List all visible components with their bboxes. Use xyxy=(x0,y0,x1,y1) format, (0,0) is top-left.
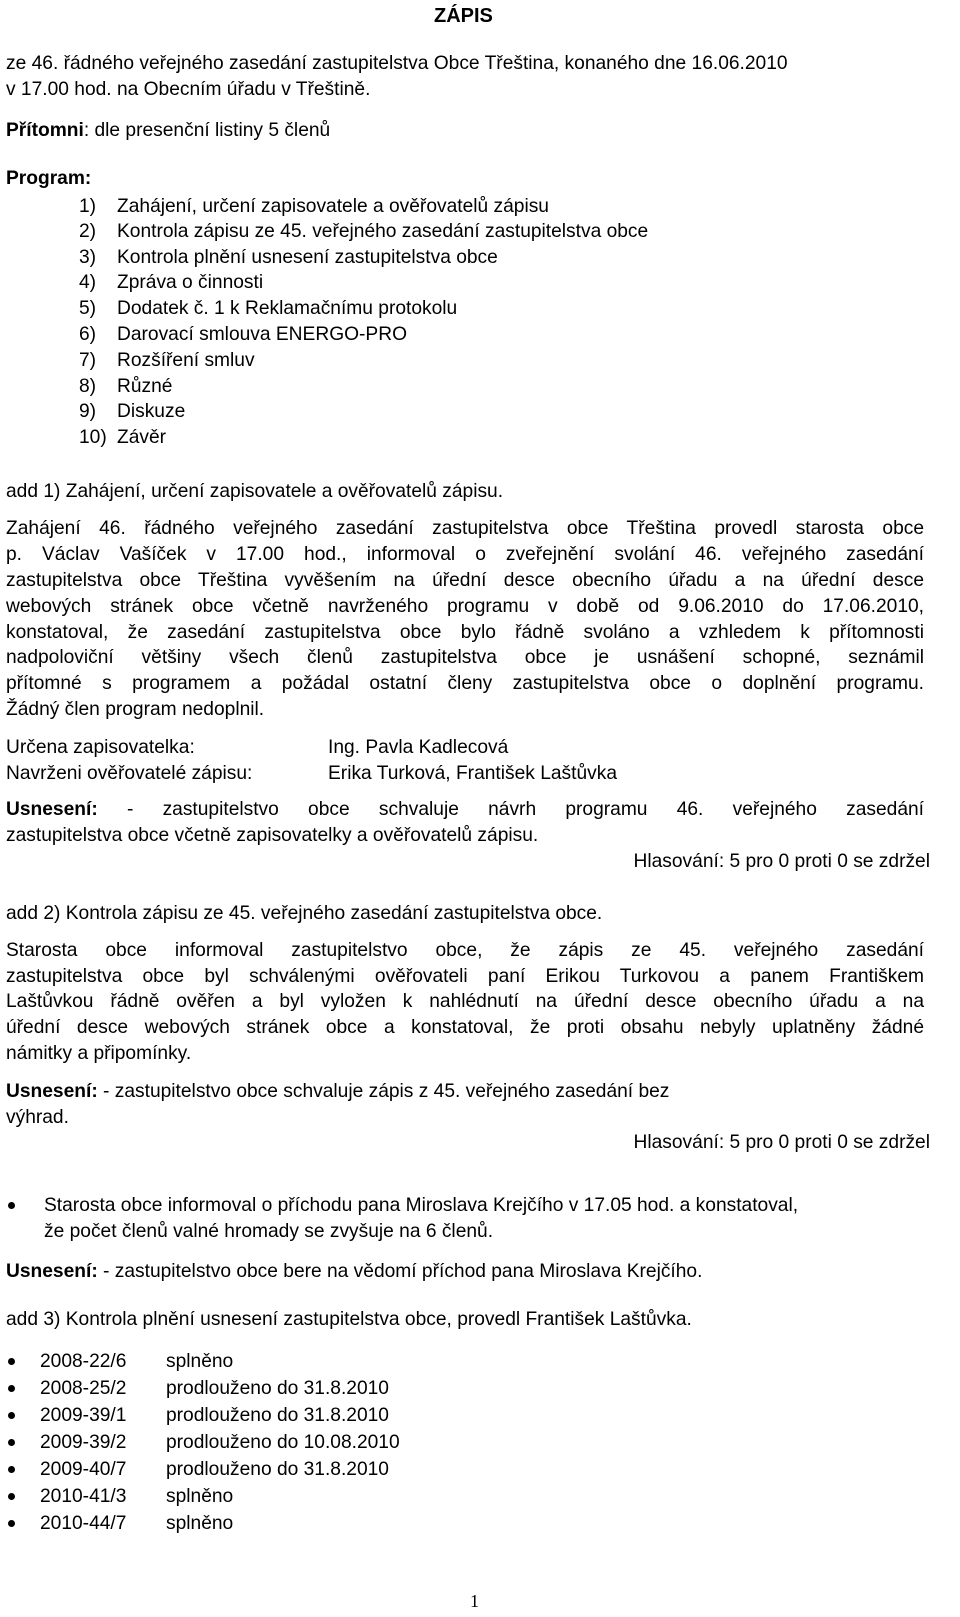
program-item-number: 3) xyxy=(79,247,97,268)
program-item-text: Kontrola plnění usnesení zastupitelstva obce xyxy=(117,247,498,268)
bullet-icon xyxy=(8,1466,15,1473)
list-item xyxy=(40,1352,233,1371)
program-item-text: Závěr xyxy=(117,427,167,448)
add2-resolution2 xyxy=(6,1262,702,1281)
add1-para-line: Žádný člen program nedoplnil. xyxy=(6,699,265,720)
resolution-text: - zastupitelstvo obce schvaluje zápis z 45. veřejného zasedání bez xyxy=(97,1081,670,1102)
add1-vote: Hlasování: 5 pro 0 proti 0 se zdržel xyxy=(633,851,930,872)
add1-resolution-line-2: zastupitelstva obce včetně zapisovatelky a ověřovatelů zápisu. xyxy=(6,825,539,846)
resolution-code: 2009-39/2 xyxy=(40,1432,127,1453)
add1-para-line: nadpoloviční většiny všech členů zastupitelstva obce je usnášení schopné, seznámil xyxy=(6,647,924,668)
page-number: 1 xyxy=(470,1591,479,1611)
resolution-text: - zastupitelstvo obce schvaluje návrh programu 46. veřejného zasedání xyxy=(97,799,924,820)
present-line xyxy=(6,121,330,140)
add1-para-line: konstatoval, že zasedání zastupitelstva obce bylo řádně svoláno a vzhledem k přítomnosti xyxy=(6,622,924,643)
program-item-text: Různé xyxy=(117,376,173,397)
resolution-status: prodlouženo do 31.8.2010 xyxy=(166,1459,389,1480)
resolution-status: prodlouženo do 31.8.2010 xyxy=(166,1405,389,1426)
recorder-value: Ing. Pavla Kadlecová xyxy=(328,737,509,758)
program-item-number: 10) xyxy=(79,427,107,448)
add2-heading: add 2) Kontrola zápisu ze 45. veřejného zasedání zastupitelstva obce. xyxy=(6,903,603,924)
resolution-code: 2010-44/7 xyxy=(40,1513,127,1534)
list-item xyxy=(40,1514,233,1533)
resolution-status: splněno xyxy=(166,1513,234,1534)
program-item xyxy=(79,197,549,216)
program-item xyxy=(79,428,166,447)
add2-vote: Hlasování: 5 pro 0 proti 0 se zdržel xyxy=(633,1132,930,1153)
bullet-icon xyxy=(8,1358,15,1365)
program-item-text: Kontrola zápisu ze 45. veřejného zasedání zastupitelstva obce xyxy=(117,221,649,242)
program-item-number: 8) xyxy=(79,376,97,397)
resolution-status: splněno xyxy=(166,1486,234,1507)
present-text: : dle presenční listiny 5 členů xyxy=(83,120,331,141)
program-item xyxy=(79,351,255,370)
resolution-code: 2009-40/7 xyxy=(40,1459,127,1480)
program-label: Program: xyxy=(6,168,92,189)
bullet-icon xyxy=(8,1439,15,1446)
recorder-label: Určena zapisovatelka: xyxy=(6,737,195,758)
add2-para-line: zastupitelstva obce byl schválenými ověřovateli paní Erikou Turkovou a panem Františkem xyxy=(6,966,924,987)
program-item xyxy=(79,222,648,241)
add3-heading: add 3) Kontrola plnění usnesení zastupitelstva obce, provedl František Laštůvka. xyxy=(6,1309,692,1330)
intro-line-1: ze 46. řádného veřejného zasedání zastupitelstva Obce Třeština, konaného dne 16.06.2010 xyxy=(6,53,788,74)
bullet-icon xyxy=(8,1385,15,1392)
list-item xyxy=(40,1406,389,1425)
resolution-status: splněno xyxy=(166,1351,234,1372)
add1-heading: add 1) Zahájení, určení zapisovatele a ověřovatelů zápisu. xyxy=(6,481,504,502)
bullet-icon xyxy=(8,1412,15,1419)
program-item-text: Zahájení, určení zapisovatele a ověřovatelů zápisu xyxy=(117,196,549,217)
document-title: ZÁPIS xyxy=(434,5,493,27)
bullet-icon xyxy=(8,1520,15,1527)
add2-resolution-line-1 xyxy=(6,1082,924,1101)
program-item-number: 2) xyxy=(79,221,97,242)
program-item xyxy=(79,325,407,344)
add2-para-line: úřední desce webových stránek obce a konstatoval, že proti obsahu nebyly uplatněny žádné xyxy=(6,1017,924,1038)
resolution-status: prodlouženo do 31.8.2010 xyxy=(166,1378,389,1399)
program-item-text: Zpráva o činnosti xyxy=(117,272,264,293)
add2-para-line: Starosta obce informoval zastupitelstvo obce, že zápis ze 45. veřejného zasedání xyxy=(6,940,924,961)
program-item-text: Rozšíření smluv xyxy=(117,350,255,371)
bullet-icon xyxy=(8,1493,15,1500)
program-item xyxy=(79,273,263,292)
list-item xyxy=(40,1433,400,1452)
resolution-label: Usnesení: xyxy=(6,1081,98,1102)
arrival-note-line-2: že počet členů valné hromady se zvyšuje na 6 členů. xyxy=(44,1221,494,1242)
program-item-number: 5) xyxy=(79,298,97,319)
list-item xyxy=(40,1460,389,1479)
program-item xyxy=(79,299,457,318)
program-item-text: Dodatek č. 1 k Reklamačnímu protokolu xyxy=(117,298,458,319)
program-item xyxy=(79,402,185,421)
resolution-text: - zastupitelstvo obce bere na vědomí příchod pana Miroslava Krejčího. xyxy=(97,1261,703,1282)
resolution-label: Usnesení: xyxy=(6,1261,98,1282)
program-item-number: 6) xyxy=(79,324,97,345)
resolution-label: Usnesení: xyxy=(6,799,98,820)
intro-line-2: v 17.00 hod. na Obecním úřadu v Třeštině. xyxy=(6,79,371,100)
verifiers-value: Erika Turková, František Laštůvka xyxy=(328,763,617,784)
add1-resolution-line-1 xyxy=(6,800,924,819)
resolution-code: 2008-22/6 xyxy=(40,1351,127,1372)
add1-para-line: přítomné s programem a požádal ostatní členy zastupitelstva obce o doplnění programu. xyxy=(6,673,924,694)
list-item xyxy=(40,1487,233,1506)
add2-resolution-line-2: výhrad. xyxy=(6,1107,69,1128)
present-label: Přítomni xyxy=(6,120,84,141)
program-item-number: 1) xyxy=(79,196,97,217)
resolution-code: 2008-25/2 xyxy=(40,1378,127,1399)
resolution-status: prodlouženo do 10.08.2010 xyxy=(166,1432,400,1453)
program-item-number: 9) xyxy=(79,401,97,422)
verifiers-label: Navrženi ověřovatelé zápisu: xyxy=(6,763,253,784)
resolution-code: 2010-41/3 xyxy=(40,1486,127,1507)
program-item-number: 7) xyxy=(79,350,97,371)
program-item-text: Diskuze xyxy=(117,401,186,422)
program-item-text: Darovací smlouva ENERGO-PRO xyxy=(117,324,408,345)
program-item-number: 4) xyxy=(79,272,97,293)
arrival-note-line-1: Starosta obce informoval o příchodu pana Miroslava Krejčího v 17.05 hod. a konstatoval, xyxy=(44,1195,799,1216)
list-item xyxy=(40,1379,389,1398)
add1-para-line: webových stránek obce včetně navrženého programu v době od 9.06.2010 do 17.06.2010, xyxy=(6,596,924,617)
program-item xyxy=(79,377,172,396)
resolution-code: 2009-39/1 xyxy=(40,1405,127,1426)
bullet-icon xyxy=(8,1202,15,1209)
add1-para-line: Zahájení 46. řádného veřejného zasedání zastupitelstva obce Třeština provedl starosta obce xyxy=(6,518,924,539)
add1-para-line: p. Václav Vašíček v 17.00 hod., informoval o zveřejnění svolání 46. veřejného zasedání xyxy=(6,544,924,565)
add1-para-line: zastupitelstva obce Třeština vyvěšením na úřední desce obecního úřadu a na úřední desce xyxy=(6,570,924,591)
add2-para-line: Laštůvkou řádně ověřen a byl vyložen k nahlédnutí na úřední desce obecního úřadu a na xyxy=(6,991,924,1012)
add2-para-line: námitky a připomínky. xyxy=(6,1043,192,1064)
program-item xyxy=(79,248,498,267)
